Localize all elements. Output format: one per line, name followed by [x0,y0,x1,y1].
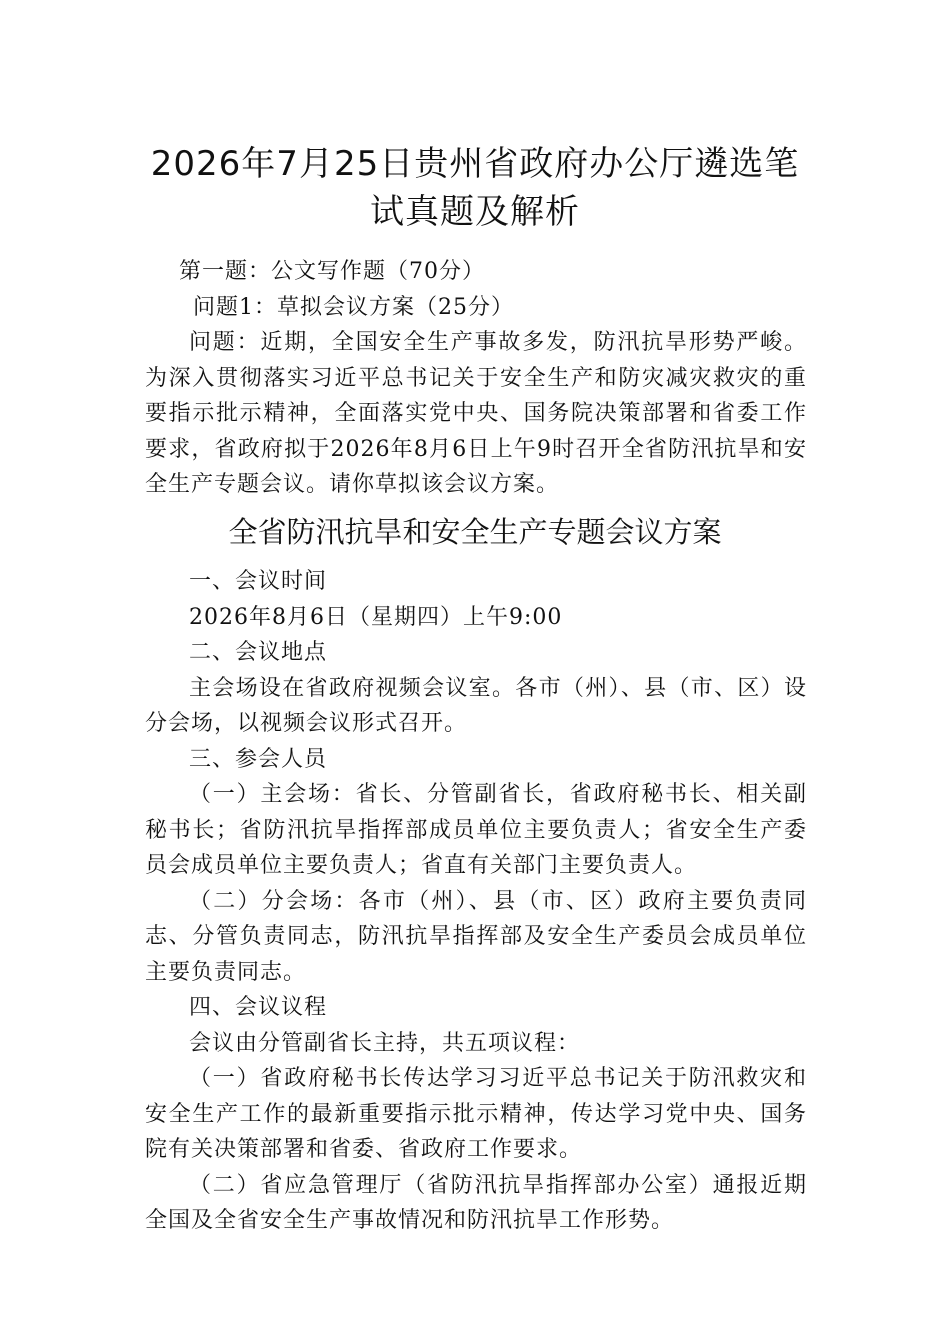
question-block [145,254,807,503]
document-title-line1: 2026年7月25日贵州省政府办公厅遴选笔 [150,144,800,184]
question-text: 问题：近期，全国安全生产事故多发，防汛抗旱形势严峻。为深入贯彻落实习近平总书记关于安全生产和防灾减灾救灾的重要指示批示精神，全面落实党中央、国务院决策部署和省委工作要求，省政府拟于2026年8月6日上午9时召开全省防汛抗旱和安全生产专题会议。请你草拟该会议方案。 [145,330,807,497]
document-title-line2: 试真题及解析 [370,192,580,232]
question-header: 第一题：公文写作题（70分） [179,259,485,284]
section-agenda-item1: （一）省政府秘书长传达学习习近平总书记关于防汛救灾和安全生产工作的最新重要指示批示精神，传达学习党中央、国务院有关决策部署和省委、省政府工作要求。 [145,1066,807,1162]
section-attendees-branch: （二）分会场：各市（州）、县（市、区）政府主要负责同志、分管负责同志，防汛抗旱指挥部及安全生产委员会成员单位主要负责同志。 [145,888,807,985]
section-attendees-heading: 三、参会人员 [189,746,328,772]
section-agenda-heading: 四、会议议程 [189,995,328,1020]
section-location-heading: 二、会议地点 [189,640,328,665]
document-title [120,140,830,236]
section-time-text: 2026年8月6日（星期四）上午9:00 [189,604,563,630]
section-agenda-intro: 会议由分管副省长主持，共五项议程： [189,1030,581,1056]
section-attendees-main: （一）主会场：省长、分管副省长，省政府秘书长、相关副秘书长；省防汛抗旱指挥部成员单位主要负责人；省安全生产委员会成员单位主要负责人；省直有关部门主要负责人。 [145,782,807,878]
section-agenda-item2: （二）省应急管理厅（省防汛抗旱指挥部办公室）通报近期全国及全省安全生产事故情况和防汛抗旱工作形势。 [145,1172,807,1233]
plan-title: 全省防汛抗旱和安全生产专题会议方案 [228,515,722,549]
section-time-heading: 一、会议时间 [189,569,328,594]
section-location-text: 主会场设在省政府视频会议室。各市（州）、县（市、区）设分会场，以视频会议形式召开。 [145,675,807,736]
plan-body [145,564,807,1239]
question-subheader: 问题1：草拟会议方案（25分） [193,294,514,320]
